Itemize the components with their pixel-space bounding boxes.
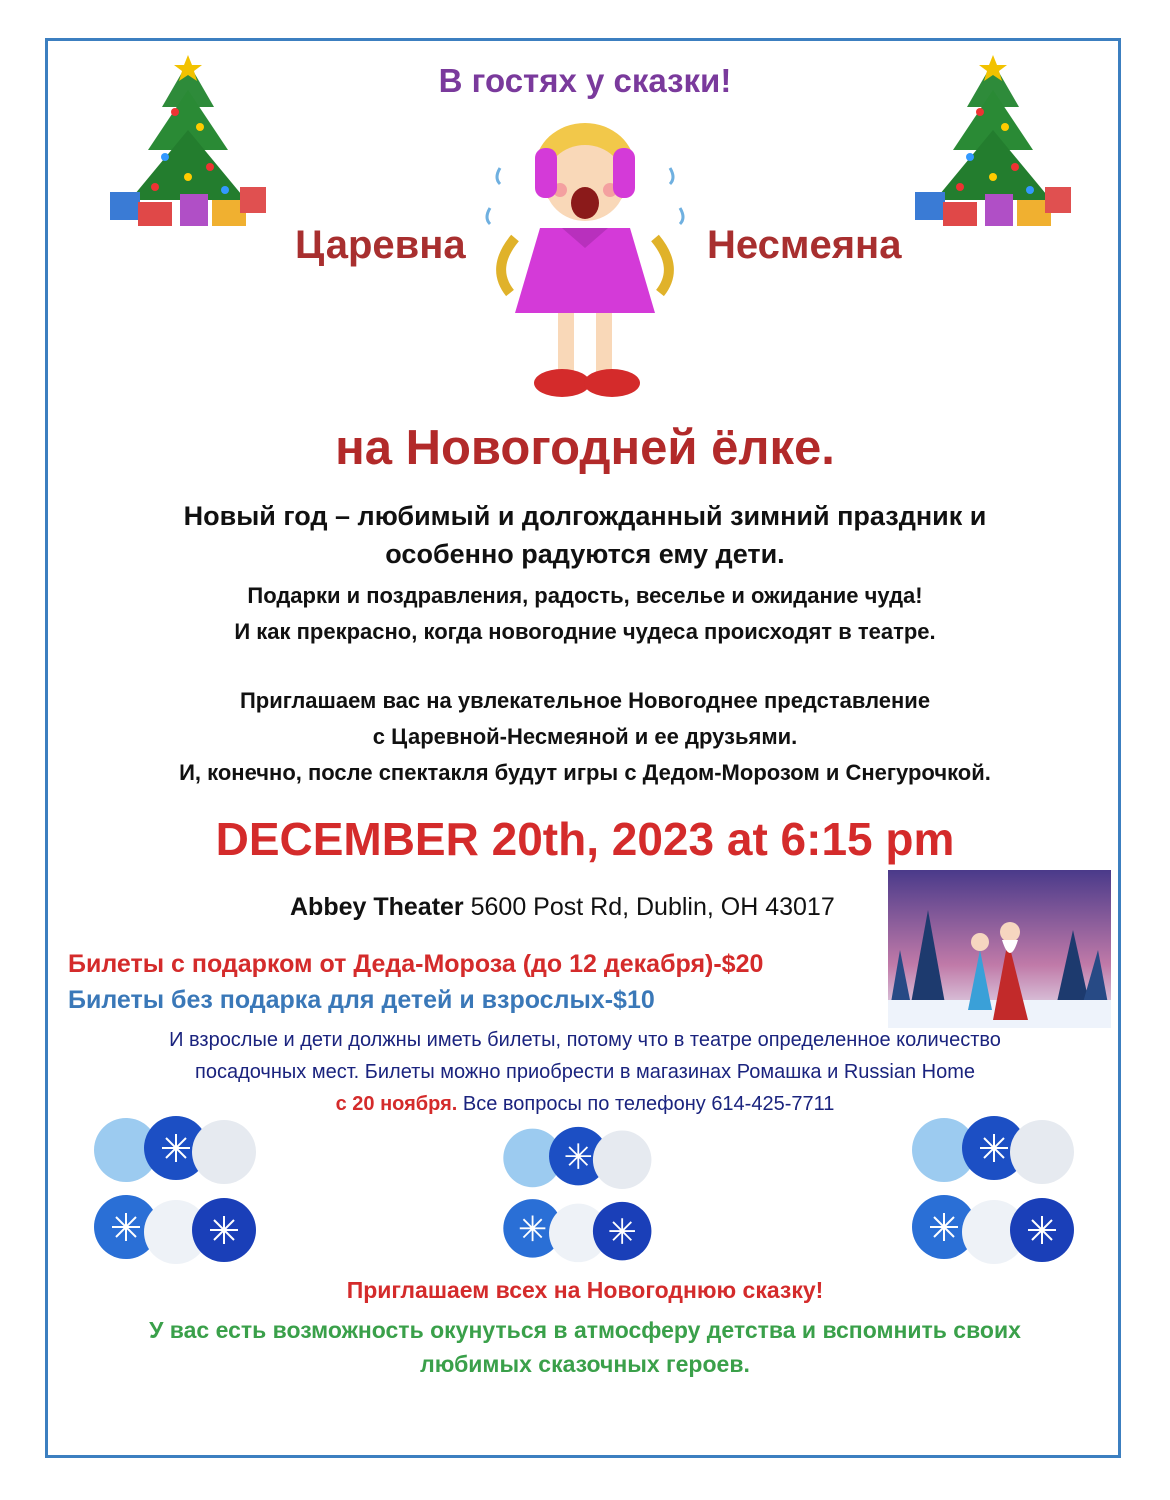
- snowflake-balloons-icon: [904, 1112, 1079, 1280]
- paragraph-line: И как прекрасно, когда новогодние чудеса происходят в театре.: [234, 619, 936, 644]
- ticket-note: [90, 1024, 1080, 1120]
- closing-line: любимых сказочных героев.: [420, 1351, 750, 1377]
- intro-text: [100, 497, 1070, 573]
- event-date: DECEMBER 20th, 2023 at 6:15 pm: [215, 813, 955, 865]
- paragraph: [60, 578, 1110, 650]
- headline: на Новогодней ёлке.: [335, 421, 835, 475]
- ticket-without-gift: Билеты без подарка для детей и взрослых-$10: [68, 986, 655, 1014]
- sale-date: с 20 ноября.: [335, 1093, 458, 1115]
- winter-scene-image: [888, 870, 1111, 1028]
- subtitle: В гостях у сказки!: [438, 62, 732, 99]
- crying-girl-illustration: [470, 108, 700, 408]
- title-right: Несмеяна: [707, 223, 902, 267]
- paragraph-line: Подарки и поздравления, радость, веселье и ожидание чуда!: [247, 583, 923, 608]
- venue-address: 5600 Post Rd, Dublin, OH 43017: [463, 893, 835, 921]
- note-line: И взрослые и дети должны иметь билеты, потому что в театре определенное количество: [169, 1029, 1001, 1051]
- intro-line: Новый год – любимый и долгожданный зимний праздник и: [183, 501, 987, 531]
- snowflake-balloons-icon: [496, 1120, 656, 1280]
- venue-name: Abbey Theater: [290, 893, 464, 921]
- phone-info: Все вопросы по телефону 614-425-7711: [457, 1093, 835, 1115]
- paragraph-line: Приглашаем вас на увлекательное Новогоднее представление: [239, 688, 931, 713]
- title-left: Царевна: [295, 223, 466, 267]
- paragraph: [60, 683, 1110, 791]
- closing-text: [60, 1313, 1110, 1381]
- snowflake-balloons-icon: [86, 1112, 261, 1280]
- intro-line: особенно радуются ему дети.: [385, 539, 785, 569]
- note-line: посадочных мест. Билеты можно приобрести в магазинах Ромашка и Russian Home: [195, 1061, 975, 1083]
- invite-text: Приглашаем всех на Новогоднюю сказку!: [346, 1277, 824, 1303]
- closing-line: У вас есть возможность окунуться в атмосферу детства и вспомнить своих: [149, 1317, 1021, 1343]
- ticket-with-gift: Билеты с подарком от Деда-Мороза (до 12 декабря)-$20: [68, 950, 764, 978]
- paragraph-line: И, конечно, после спектакля будут игры с Дедом-Морозом и Снегурочкой.: [179, 760, 991, 785]
- venue: [290, 893, 835, 922]
- paragraph-line: с Царевной-Несмеяной и ее друзьями.: [372, 724, 798, 749]
